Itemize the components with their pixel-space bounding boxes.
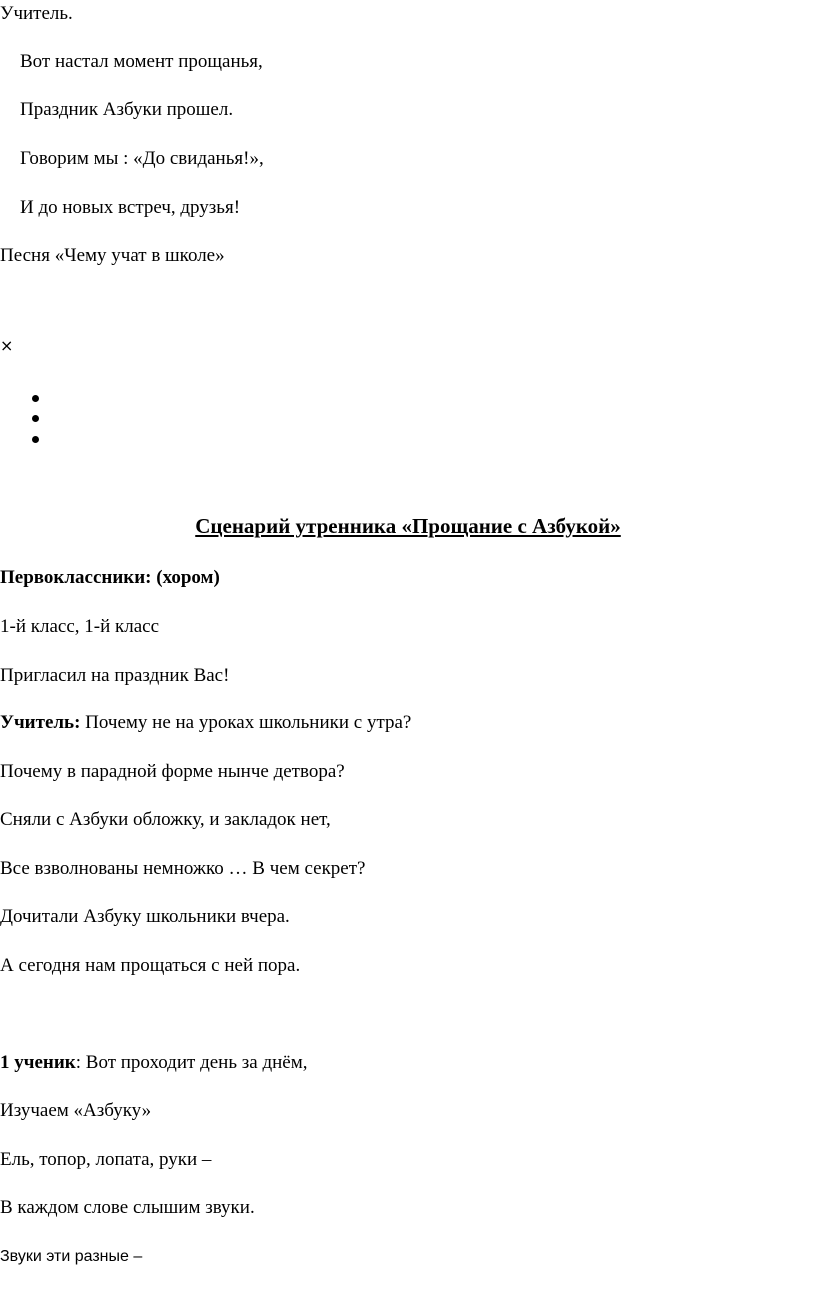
teacher-line-text: Почему не на уроках школьники с утра?	[80, 712, 412, 733]
student1-label: 1 ученик	[0, 1052, 76, 1073]
teacher-line: Дочитали Азбуку школьники вчера.	[0, 906, 290, 927]
student1-line-text: : Вот проходит день за днём,	[75, 1052, 308, 1073]
student1-line-first	[0, 1053, 307, 1072]
poem-line: Говорим мы : «До свиданья!»,	[20, 148, 264, 169]
close-icon[interactable]: ×	[0, 336, 14, 355]
poem-line: Праздник Азбуки прошел.	[20, 99, 234, 120]
song-line: Песня «Чему учат в школе»	[0, 245, 225, 266]
bullet-dot	[32, 436, 39, 443]
last-line: Звуки эти разные –	[0, 1248, 143, 1265]
student1-line: Изучаем «Азбуку»	[0, 1100, 152, 1121]
teacher-line: Почему в парадной форме нынче детвора?	[0, 761, 345, 782]
teacher-line: Сняли с Азбуки обложку, и закладок нет,	[0, 809, 331, 830]
student1-line: В каждом слове слышим звуки.	[0, 1197, 255, 1218]
teacher-line: А сегодня нам прощаться с ней пора.	[0, 955, 301, 976]
bullet-dot	[32, 395, 39, 402]
student1-line: Ель, топор, лопата, руки –	[0, 1149, 212, 1170]
chorus-line: Пригласил на праздник Вас!	[0, 665, 230, 686]
teacher-line: Все взволнованы немножко … В чем секрет?	[0, 858, 366, 879]
scenario-title: Сценарий утренника «Прощание с Азбукой»	[195, 514, 621, 538]
chorus-label: Первоклассники: (хором)	[0, 567, 220, 588]
teacher-label: Учитель:	[0, 712, 81, 733]
teacher-label-top: Учитель.	[0, 3, 73, 24]
bullet-dot	[32, 415, 39, 422]
chorus-line: 1-й класс, 1-й класс	[0, 616, 160, 637]
poem-line: Вот настал момент прощанья,	[20, 51, 263, 72]
teacher-line-first	[0, 713, 411, 732]
poem-line: И до новых встреч, друзья!	[20, 197, 241, 218]
